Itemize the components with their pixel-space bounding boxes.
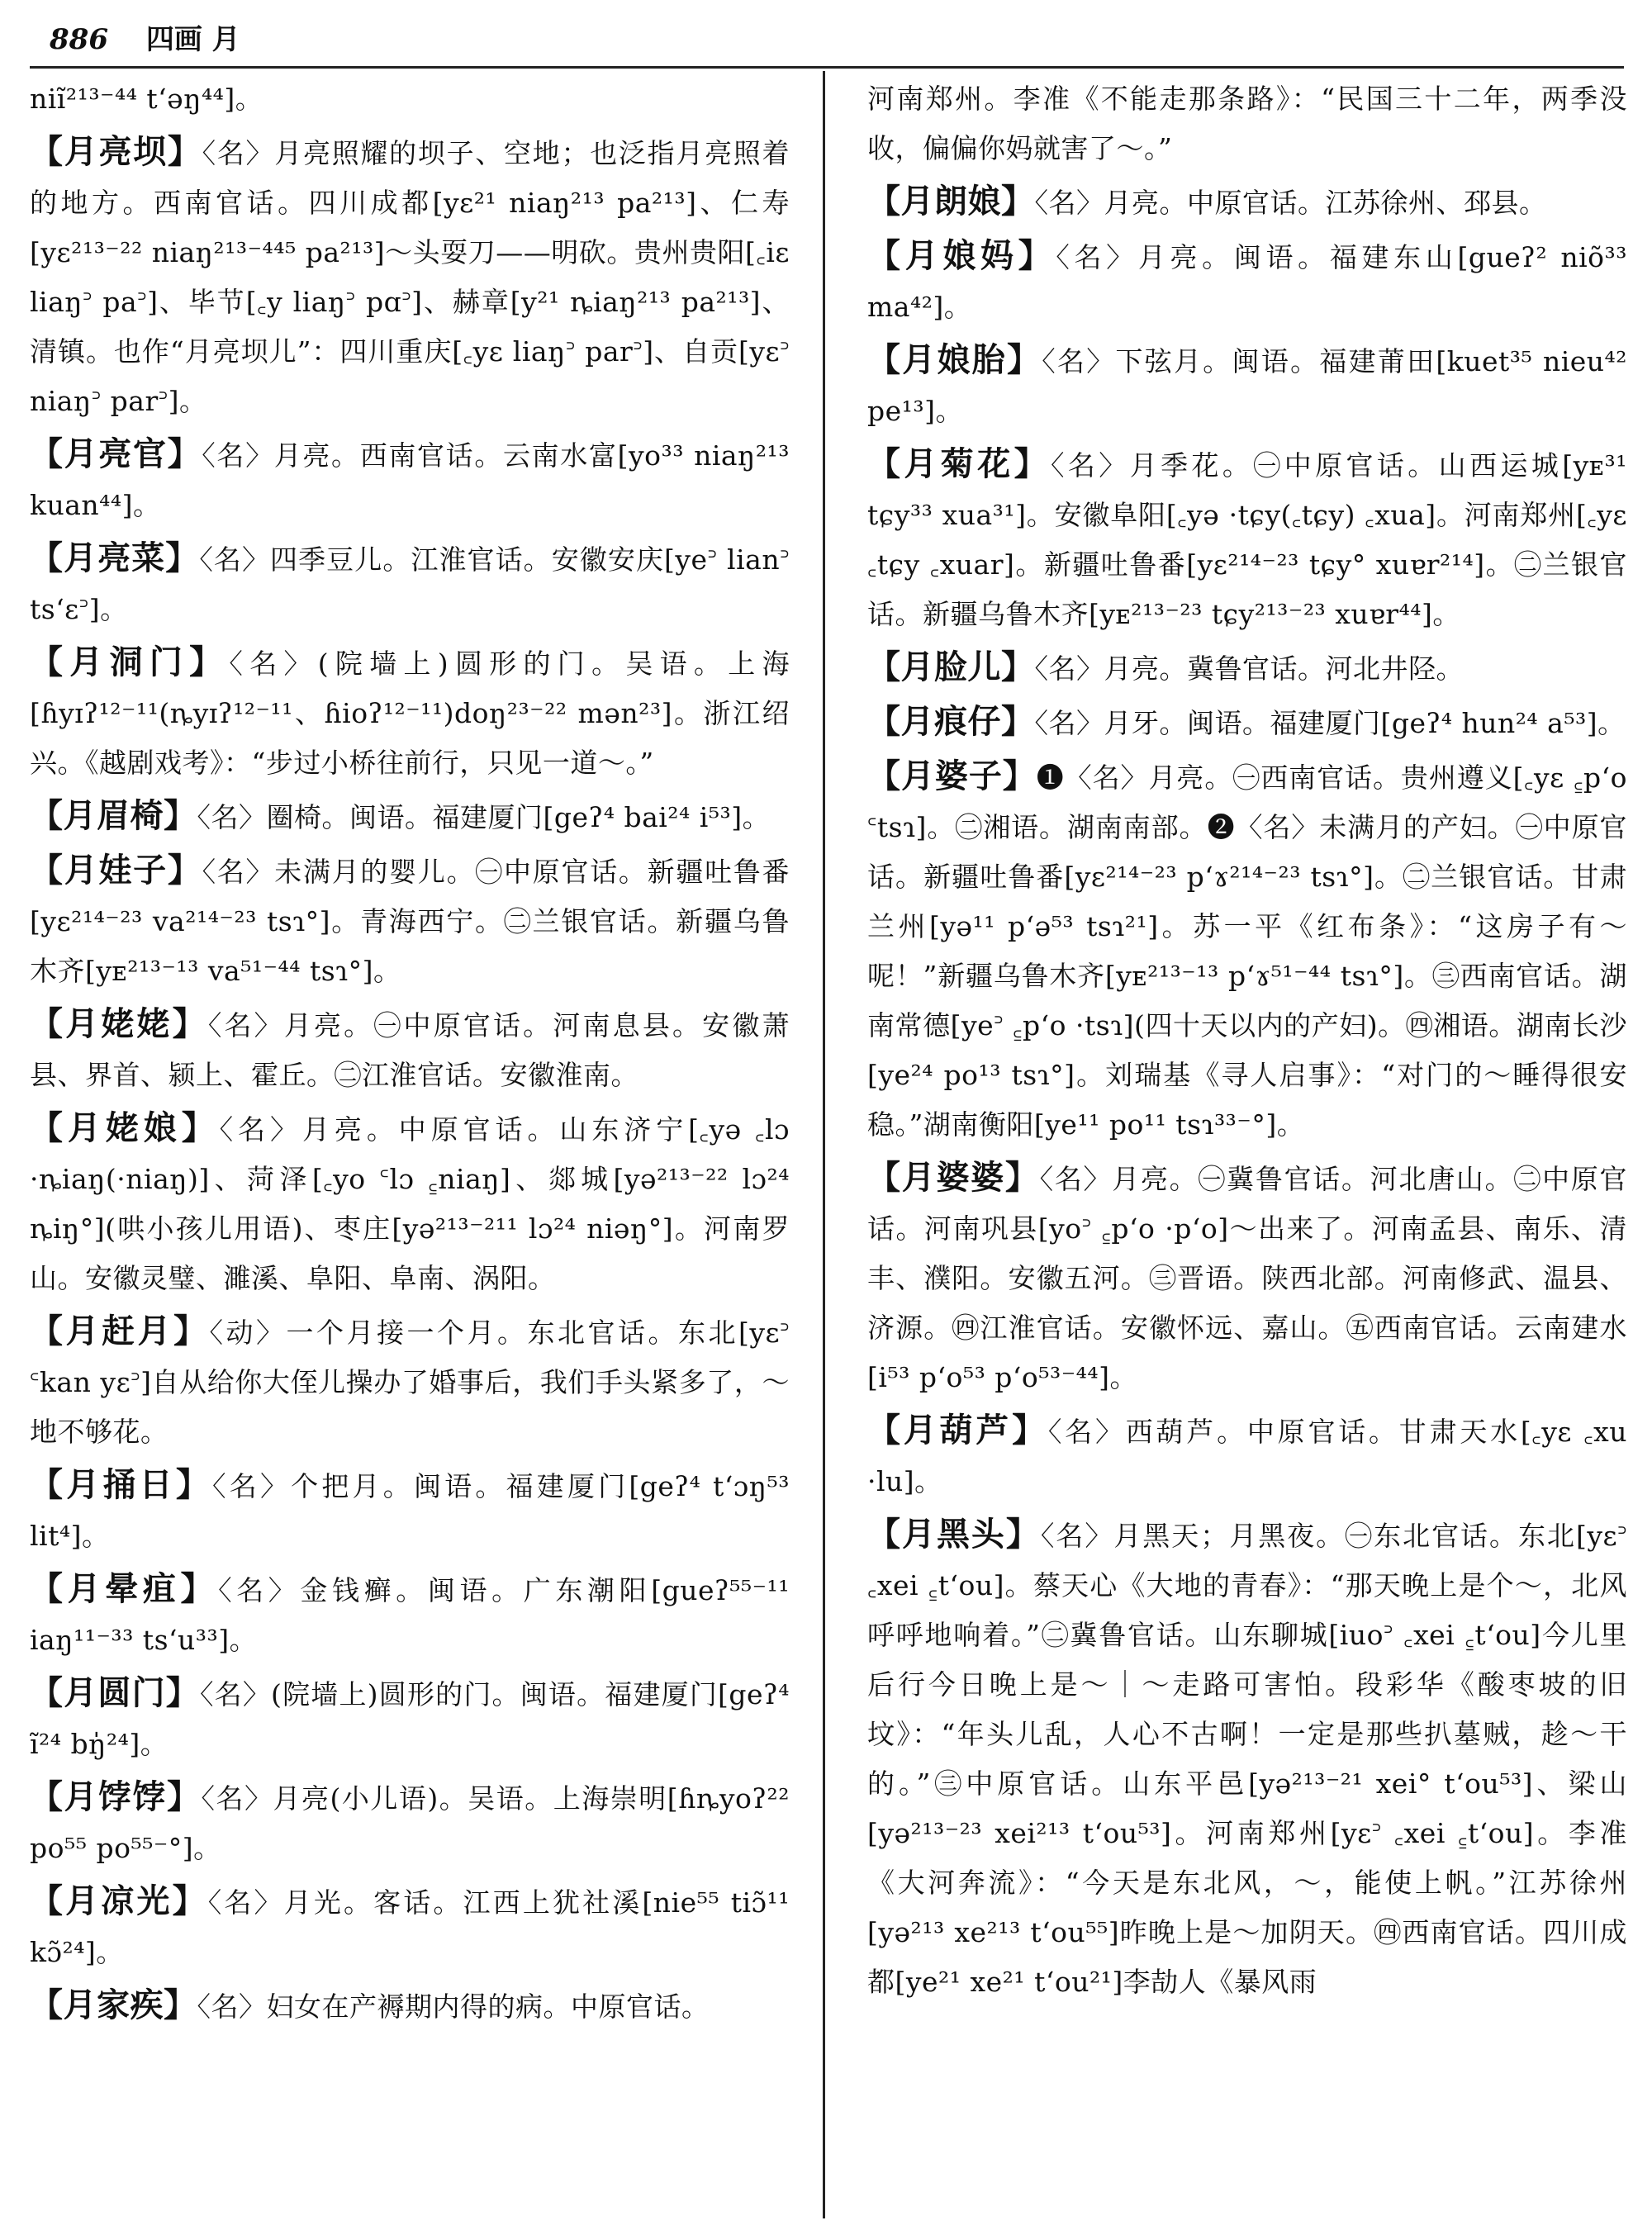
entry-continuation: 河南郑州。李准《不能走那条路》：“民国三十二年，两季没收，偏偏你妈就害了～。” xyxy=(867,83,1627,164)
entry-body: 〈名〉月牙。闽语。福建厦门[geʔ⁴ hun²⁴ a⁵³]。 xyxy=(1034,707,1626,739)
entry-continuation: niĩ²¹³⁻⁴⁴ tʻəŋ⁴⁴]。 xyxy=(30,83,263,115)
entry-body: 〈名〉下弦月。闽语。福建莆田[kuet³⁵ nieu⁴² pe¹³]。 xyxy=(867,345,1628,427)
dictionary-entry xyxy=(30,1668,790,1769)
entry-body: 〈名〉金钱癣。闽语。广东潮阳[gueʔ⁵⁵⁻¹¹ iaŋ¹¹⁻³³ tsʻu³³]。 xyxy=(30,1574,790,1656)
dictionary-entry xyxy=(30,999,790,1100)
dictionary-entry xyxy=(867,1406,1627,1506)
entry-body: 〈名〉西葫芦。中原官话。甘肃天水[꜀yɛ ꜀xu ·lu]。 xyxy=(867,1416,1627,1497)
dictionary-entry xyxy=(30,1460,790,1561)
dictionary-entry xyxy=(30,1877,790,1977)
left-column xyxy=(30,74,790,2035)
entry-body: 〈名〉月亮。西南官话。云南水富[yo³³ niaŋ²¹³ kuan⁴⁴]。 xyxy=(30,439,790,521)
entry-body: 〈名〉四季豆儿。江淮官话。安徽安庆[ye꜄ lian꜄ tsʻɛ꜄]。 xyxy=(30,543,790,625)
entry-headword: 【月圆门】 xyxy=(30,1673,200,1712)
entry-headword: 【月婆婆】 xyxy=(867,1158,1040,1197)
entry-headword: 【月朗娘】 xyxy=(867,182,1035,221)
dictionary-entry xyxy=(30,1103,790,1303)
dictionary-entry xyxy=(30,791,790,842)
dictionary-entry xyxy=(867,335,1627,436)
column-divider xyxy=(823,71,825,2218)
dictionary-entry xyxy=(30,846,790,996)
entry-headword: 【月姥娘】 xyxy=(30,1108,220,1147)
entry-headword: 【月葫芦】 xyxy=(867,1411,1048,1450)
entry-body: 〈名〉个把月。闽语。福建厦门[geʔ⁴ tʻɔŋ⁵³ lit⁴]。 xyxy=(30,1470,790,1552)
page-header xyxy=(50,15,1602,64)
entry-headword: 【月洞门】 xyxy=(30,643,230,681)
entry-body: 〈名〉月亮。中原官话。山东济宁[꜀yə ꜀lɔ ·ȵiaŋ(·niaŋ)]、菏泽[꜀yo ꜂lɔ ꜁niaŋ]、郯城[yə²¹³⁻²² lɔ²⁴ ȵiŋ°](哄小孩儿用语)、枣庄[yə²¹³⁻²¹¹ lɔ²⁴ niəŋ°]。河南罗山。安徽灵璧、濉溪、阜阳、阜南、涡阳。 xyxy=(30,1113,790,1294)
entry-headword: 【月菊花】 xyxy=(867,444,1051,483)
entry-headword: 【月凉光】 xyxy=(30,1881,208,1920)
entry-body: 〈名〉妇女在产褥期内得的病。中原官话。 xyxy=(197,1990,710,2023)
right-column xyxy=(867,74,1627,2010)
entry-body: 〈名〉月亮。中原官话。江苏徐州、邳县。 xyxy=(1034,187,1547,219)
entry-body: 〈名〉月亮。㊀冀鲁官话。河北唐山。㊁中原官话。河南巩县[yo꜄ ꜁pʻo ·pʻo]～出来了。河南孟县、南乐、清丰、濮阳。安徽五河。㊂晋语。陕西北部。河南修武、温县、济源。㊃江淮官话。安徽怀远、嘉山。㊄西南官话。云南建水[i⁵³ pʻo⁵³ pʻo⁵³⁻⁴⁴]。 xyxy=(867,1163,1628,1393)
dictionary-entry xyxy=(30,429,790,530)
dictionary-entry xyxy=(867,643,1627,694)
dictionary-entry xyxy=(867,439,1627,639)
section-title: 四画 月 xyxy=(145,23,240,56)
dictionary-entry xyxy=(30,1307,790,1457)
dictionary-entry xyxy=(30,1981,790,2032)
entry-headword: 【月姥姥】 xyxy=(30,1004,208,1043)
header-rule xyxy=(30,66,1624,69)
entry-headword: 【月亮坝】 xyxy=(30,132,202,171)
entry-headword: 【月脸儿】 xyxy=(867,648,1035,686)
dictionary-entry xyxy=(867,697,1627,748)
entry-body: 〈名〉月亮(小儿语)。吴语。上海崇明[ɦȵyoʔ²² po⁵⁵ po⁵⁵⁻°]。 xyxy=(30,1782,790,1864)
entry-body: 〈名〉月亮照耀的坝子、空地；也泛指月亮照着的地方。西南官话。四川成都[yɛ²¹ niaŋ²¹³ pa²¹³]、仁寿[yɛ²¹³⁻²² niaŋ²¹³⁻⁴⁴⁵ pa²¹³]～头耍刀——明砍。贵州贵阳[꜀iɛ liaŋ꜄ pa꜄]、毕节[꜀y liaŋ꜄ pɑ꜄]、赫章[y²¹ ȵiaŋ²¹³ pa²¹³]、清镇。也作“月亮坝儿”：四川重庆[꜀yɛ liaŋ꜄ par꜄]、自贡[yɛ꜄ niaŋ꜄ par꜄]。 xyxy=(30,137,790,417)
entry-headword: 【月黑头】 xyxy=(867,1515,1041,1554)
dictionary-entry xyxy=(867,1153,1627,1402)
dictionary-entry xyxy=(30,127,790,426)
entry-headword: 【月娃子】 xyxy=(30,851,202,890)
dictionary-entry xyxy=(867,1510,1627,2007)
dictionary-entry xyxy=(867,177,1627,228)
dictionary-entry xyxy=(30,1772,790,1873)
entry-body: 〈名〉未满月的婴儿。㊀中原官话。新疆吐鲁番[yɛ²¹⁴⁻²³ va²¹⁴⁻²³ tsɿ°]。青海西宁。㊁兰银官话。新疆乌鲁木齐[yᴇ²¹³⁻¹³ va⁵¹⁻⁴⁴ tsɿ°]。 xyxy=(30,856,790,987)
dictionary-entry xyxy=(867,231,1627,332)
entry-headword: 【月亮菜】 xyxy=(30,539,200,577)
entry-headword: 【月婆子】 xyxy=(867,757,1037,795)
dictionary-entry xyxy=(867,752,1627,1150)
entry-body: 〈名〉月季花。㊀中原官话。山西运城[yᴇ³¹ tɕy³³ xua³¹]。安徽阜阳[꜀yə ·tɕy(꜀tɕy) ꜀xua]。河南郑州[꜀yɛ ꜀tɕy ꜀xuar]。新疆吐鲁番[yɛ²¹⁴⁻²³ tɕy° xuɐr²¹⁴]。㊁兰银官话。新疆乌鲁木齐[yᴇ²¹³⁻²³ tɕy²¹³⁻²³ xuɐr⁴⁴]。 xyxy=(867,449,1628,630)
dictionary-entry xyxy=(30,1564,790,1665)
entry-body: 〈名〉月亮。闽语。福建东山[gueʔ² niõ³³ ma⁴²]。 xyxy=(867,241,1628,323)
entry-body: 〈名〉月黑天；月黑夜。㊀东北官话。东北[yɛ꜄ ꜀xei ꜁tʻou]。蔡天心《大地的青春》：“那天晚上是个～，北风呼呼地响着。”㊁冀鲁官话。山东聊城[iuo꜄ ꜀xei ꜁tʻou]今儿里后行今日晚上是～｜～走路可害怕。段彩华《酸枣坡的旧坟》：“年头儿乱，人心不古啊！一定是那些扒墓贼，趁～干的。”㊂中原官话。山东平邑[yə²¹³⁻²¹ xei° tʻou⁵³]、梁山[yə²¹³⁻²³ xei²¹³ tʻou⁵³]。河南郑州[yɛ꜄ ꜀xei ꜁tʻou]。李准《大河奔流》：“今天是东北风，～，能使上帆。”江苏徐州[yə²¹³ xe²¹³ tʻou⁵⁵]昨晚上是～加阴天。㊃西南官话。四川成都[ye²¹ xe²¹ tʻou²¹]李劼人《暴风雨 xyxy=(867,1520,1627,1998)
entry-headword: 【月捅日】 xyxy=(30,1465,213,1504)
entry-body: 〈名〉月亮。冀鲁官话。河北井陉。 xyxy=(1034,652,1464,685)
entry-headword: 【月赶月】 xyxy=(30,1312,210,1350)
entry-body: 〈名〉月光。客话。江西上犹社溪[nie⁵⁵ tiɔ̃¹¹ kɔ̃²⁴]。 xyxy=(30,1886,790,1968)
entry-body: 〈名〉(院墙上)圆形的门。吴语。上海[ɦyɪʔ¹²⁻¹¹(ȵyɪʔ¹²⁻¹¹、ɦioʔ¹²⁻¹¹)doŋ²³⁻²² mən²³]。浙江绍兴。《越剧戏考》：“步过小桥往前行，只见一道～。” xyxy=(30,648,790,779)
entry-headword: 【月亮官】 xyxy=(30,434,202,473)
entry-body: 〈名〉(院墙上)圆形的门。闽语。福建厦门[geʔ⁴ ĩ²⁴ bŋ̍²⁴]。 xyxy=(30,1678,790,1760)
entry-headword: 【月痕仔】 xyxy=(867,702,1035,741)
entry-headword: 【月娘妈】 xyxy=(867,236,1056,275)
entry-headword: 【月眉椅】 xyxy=(30,796,197,835)
entry-headword: 【月饽饽】 xyxy=(30,1777,202,1816)
dictionary-entry xyxy=(30,638,790,788)
entry-body: 〈名〉月亮。㊀中原官话。河南息县。安徽萧县、界首、颍上、霍丘。㊁江淮官话。安徽淮南。 xyxy=(30,1009,790,1091)
dictionary-entry xyxy=(30,534,790,634)
entry-body: 〈名〉圈椅。闽语。福建厦门[geʔ⁴ bai²⁴ i⁵³]。 xyxy=(197,801,771,833)
entry-headword: 【月娘胎】 xyxy=(867,340,1042,379)
entry-headword: 【月晕疽】 xyxy=(30,1569,219,1608)
entry-body: 〈动〉一个月接一个月。东北官话。东北[yɛ꜄ ꜂kan yɛ꜄]自从给你大侄儿操办了婚事后，我们手头紧多了，～地不够花。 xyxy=(30,1317,790,1448)
entry-body: ❶〈名〉月亮。㊀西南官话。贵州遵义[꜀yɛ ꜁pʻo ꜂tsɿ]。㊁湘语。湖南南部。❷〈名〉未满月的产妇。㊀中原官话。新疆吐鲁番[yɛ²¹⁴⁻²³ pʻɤ²¹⁴⁻²³ tsɿ°]。㊁兰银官话。甘肃兰州[yə¹¹ pʻə⁵³ tsɿ²¹]。苏一平《红布条》：“这房子有～呢！”新疆乌鲁木齐[yᴇ²¹³⁻¹³ pʻɤ⁵¹⁻⁴⁴ tsɿ°]。㊂西南官话。湖南常德[ye꜄ ꜁pʻo ·tsɿ](四十天以内的产妇)。㊃湘语。湖南长沙[ye²⁴ po¹³ tsɿ°]。刘瑞基《寻人启事》：“对门的～睡得很安稳。”湖南衡阳[ye¹¹ po¹¹ tsɿ³³⁻°]。 xyxy=(867,762,1628,1141)
entry-headword: 【月家疾】 xyxy=(30,1986,197,2024)
page-number: 886 xyxy=(50,23,108,56)
